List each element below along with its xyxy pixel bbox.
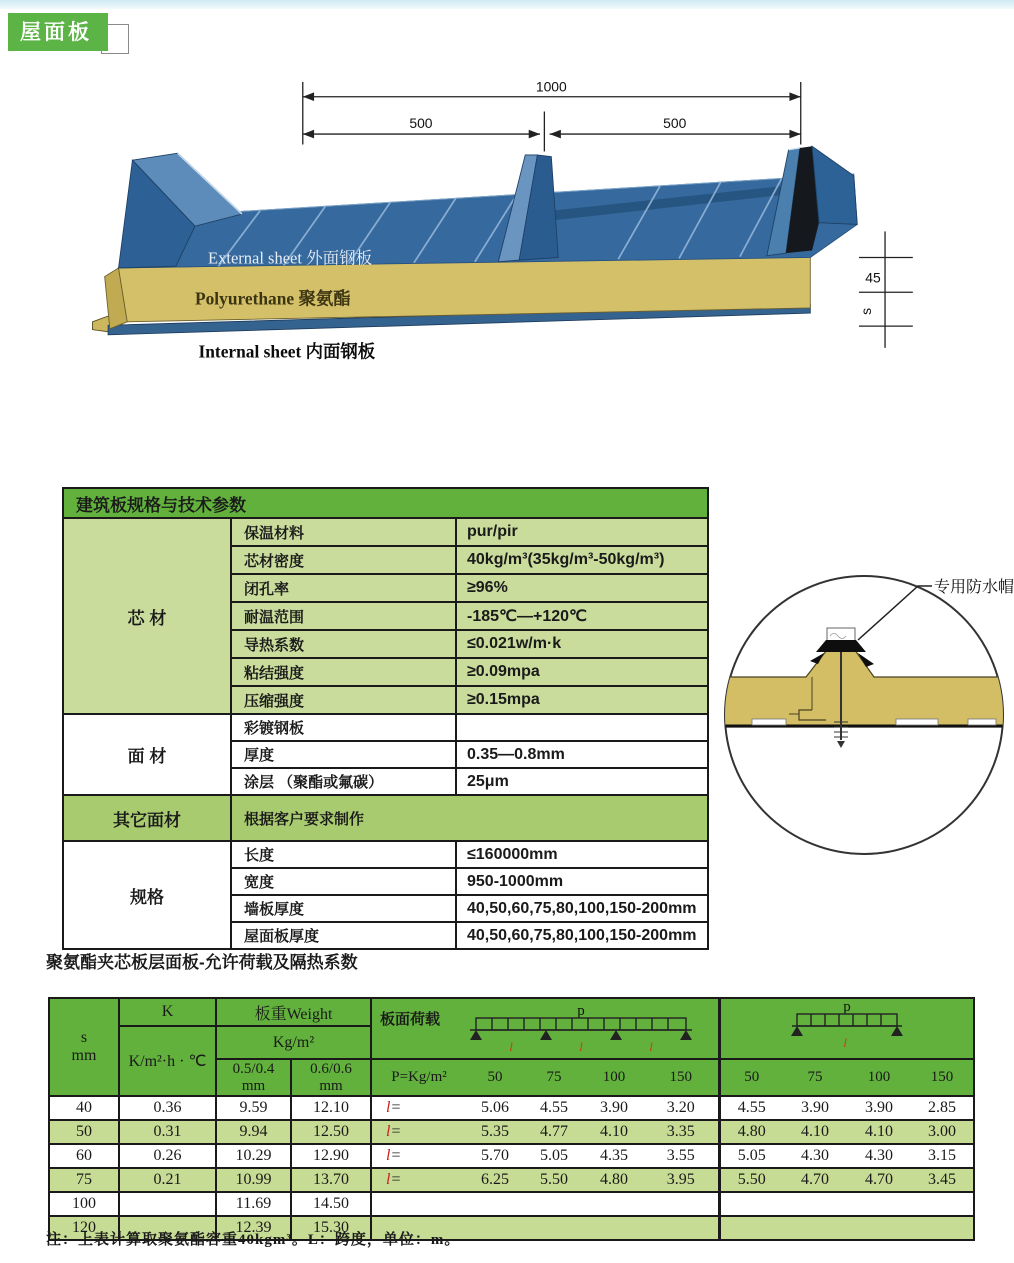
spec-row-value: pur/pir [456, 518, 708, 546]
section-label-core: 芯 材 [63, 518, 231, 714]
spec-row-label: 粘结强度 [231, 658, 456, 686]
col-header-k-unit: K/m²·h · ℃ [119, 1026, 216, 1096]
spec-row-label: 彩镀钢板 [231, 714, 456, 741]
spec-row-label: 闭孔率 [231, 574, 456, 602]
spec-table-wrap [62, 487, 709, 950]
page-tag: 屋面板 [8, 13, 108, 51]
col-header-span: 50 [466, 1059, 524, 1096]
table-row: 40 0.36 9.59 12.10 l= 5.06 4.55 3.90 3.20 4.55 3.90 3.90 2.85 [49, 1096, 974, 1120]
spec-row-value: -185℃—+120℃ [456, 602, 708, 630]
col-header-w2: 0.6/0.6 mm [291, 1059, 371, 1096]
col-header-weight: 板重Weight [216, 998, 371, 1026]
col-header-span: 100 [584, 1059, 644, 1096]
spec-row-label: 长度 [231, 841, 456, 868]
spec-row-value: 950-1000mm [456, 868, 708, 895]
thickness-dimension [858, 231, 913, 347]
spec-row-value: 40kg/m³(35kg/m³-50kg/m³) [456, 546, 708, 574]
col-header-span: 50 [719, 1059, 783, 1096]
spec-row-label: 厚度 [231, 741, 456, 768]
spec-row-value: ≥0.09mpa [456, 658, 708, 686]
spec-row-value: ≥0.15mpa [456, 686, 708, 714]
spec-row-label: 屋面板厚度 [231, 922, 456, 949]
spec-row-value: ≤160000mm [456, 841, 708, 868]
svg-text:p: p [843, 1000, 851, 1015]
spec-row-value: ≤0.021w/m·k [456, 630, 708, 658]
col-header-s: s mm [49, 998, 119, 1096]
col-header-span: 75 [524, 1059, 584, 1096]
col-header-span: 150 [911, 1059, 974, 1096]
joint-detail-diagram [700, 550, 1014, 880]
internal-sheet-label: Internal sheet 内面钢板 [198, 342, 376, 362]
spec-row-label: 宽度 [231, 868, 456, 895]
load-table-title: 聚氨酯夹芯板层面板-允许荷载及隔热系数 [46, 953, 358, 972]
spec-row-value: ≥96% [456, 574, 708, 602]
beam-diagram-simple-span [772, 1000, 922, 1052]
col-header-load [371, 998, 719, 1059]
col-header-p-eq: P=Kg/m² [371, 1059, 466, 1096]
col-header-load-simple [719, 998, 974, 1059]
spec-row-label: 压缩强度 [231, 686, 456, 714]
panel-diagram [0, 55, 1014, 420]
col-header-w1: 0.5/0.4 mm [216, 1059, 291, 1096]
core-label: Polyurethane 聚氨酯 [195, 289, 351, 309]
spec-row-label: 涂层 （聚酯或氟碳） [231, 768, 456, 795]
dim-s: s [858, 307, 875, 315]
spec-table-title: 建筑板规格与技术参数 [63, 488, 708, 518]
cap-label: 专用防水帽 [934, 579, 1014, 596]
spec-row-value [456, 714, 708, 741]
spec-row-label: 保温材料 [231, 518, 456, 546]
spec-row-value: 25μm [456, 768, 708, 795]
dim-500-right: 500 [663, 115, 687, 131]
table-row: 50 0.31 9.94 12.50 l= 5.35 4.77 4.10 3.35 4.80 4.10 4.10 3.00 [49, 1120, 974, 1144]
top-decorative-bar [0, 0, 1014, 9]
table-row: 75 0.21 10.99 13.70 l= 6.25 5.50 4.80 3.95 5.50 4.70 4.70 3.45 [49, 1168, 974, 1192]
svg-text:l: l [509, 1038, 513, 1054]
svg-text:l: l [842, 1035, 847, 1050]
spec-row-value: 0.35—0.8mm [456, 741, 708, 768]
dim-500-left: 500 [409, 115, 433, 131]
col-header-span: 150 [644, 1059, 719, 1096]
load-table [48, 997, 975, 1241]
col-header-k: K [119, 998, 216, 1026]
dim-1000: 1000 [535, 78, 567, 95]
spec-row-value: 40,50,60,75,80,100,150-200mm [456, 895, 708, 922]
spec-row-label: 导热系数 [231, 630, 456, 658]
col-header-span: 100 [847, 1059, 911, 1096]
table-row: 60 0.26 10.29 12.90 l= 5.70 5.05 4.35 3.55 5.05 4.30 4.30 3.15 [49, 1144, 974, 1168]
svg-text:l: l [649, 1038, 653, 1054]
svg-text:l: l [579, 1038, 583, 1054]
col-header-span: 75 [783, 1059, 847, 1096]
dim-45: 45 [865, 269, 881, 286]
section-label-other-face: 其它面材 [63, 795, 231, 841]
dimension-lines [303, 79, 801, 152]
spec-row-label: 墙板厚度 [231, 895, 456, 922]
footnote: 注：上表计算取聚氨酯容重40kgm³。L：跨度，单位：m。 [46, 1232, 461, 1248]
other-face-value: 根据客户要求制作 [231, 795, 708, 841]
spec-row-value: 40,50,60,75,80,100,150-200mm [456, 922, 708, 949]
svg-text:p: p [577, 1003, 585, 1019]
spec-row-label: 耐温范围 [231, 602, 456, 630]
external-sheet-label: External sheet 外面钢板 [208, 248, 373, 268]
table-row: 120 12.39 15.30 [49, 1216, 974, 1240]
load-label: 板面荷载 [380, 1010, 441, 1028]
section-label-spec: 规格 [63, 841, 231, 949]
spec-row-label: 芯材密度 [231, 546, 456, 574]
col-header-weight-unit: Kg/m² [216, 1026, 371, 1059]
beam-diagram-multi-span [456, 1004, 711, 1056]
section-label-face: 面 材 [63, 714, 231, 795]
table-row: 100 11.69 14.50 [49, 1192, 974, 1216]
load-table-wrap [48, 997, 975, 1241]
spec-table [62, 487, 709, 950]
